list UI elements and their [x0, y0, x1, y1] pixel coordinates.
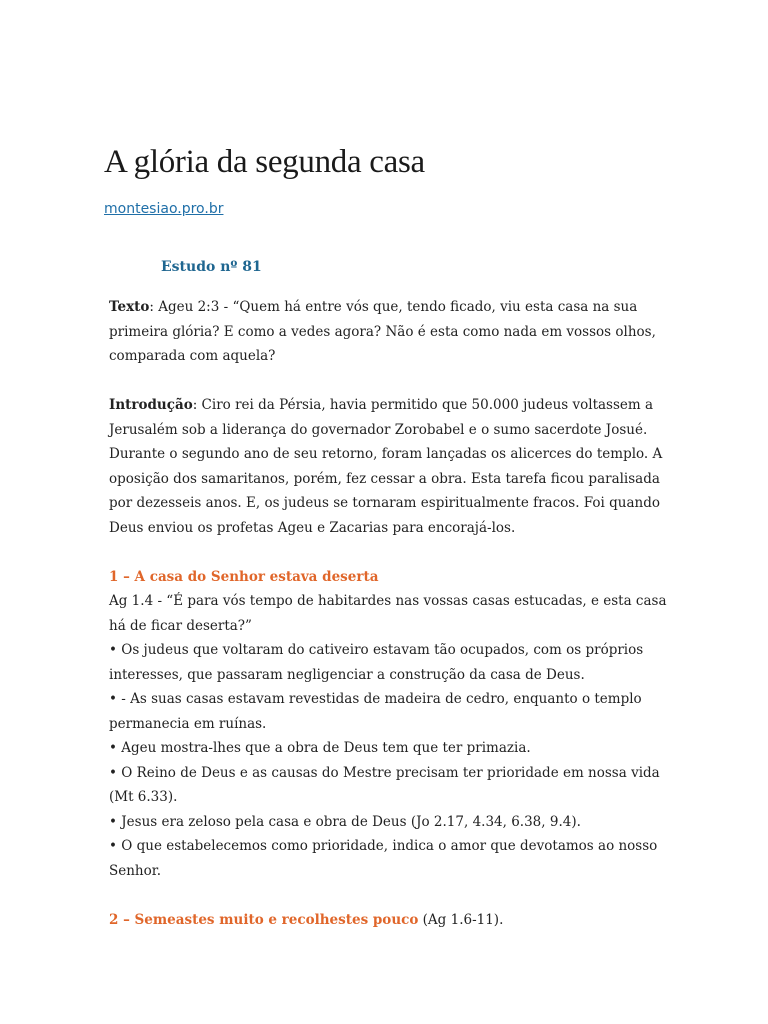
study-number: Estudo nº 81: [161, 259, 262, 275]
section-2-reference: (Ag 1.6-11).: [418, 911, 504, 928]
section-1-bullet: • Os judeus que voltaram do cativeiro estavam tão ocupados, com os próprios interesses, que passaram negligenciar a construção da casa de Deus.: [109, 642, 644, 683]
texto-label: Texto: [109, 299, 150, 315]
paragraph-spacer: [109, 369, 669, 394]
introducao-body: : Ciro rei da Pérsia, havia permitido que 50.000 judeus voltassem a Jerusalém sob a liderança do governador Zorobabel e o sumo sacerdote Josué. Durante o segundo ano de seu retorno, foram lançadas os alicerces do templo. A oposição dos samaritanos, porém, fez cessar a obra. Esta tarefa ficou paralisada por dezesseis anos. E, os judeus se tornaram espiritualmente fracos. Foi quando Deus enviou os profetas Ageu e Zacarias para encorajá-los.: [109, 397, 663, 536]
section-1-bullet: • - As suas casas estavam revestidas de madeira de cedro, enquanto o templo permanecia em ruínas.: [109, 691, 642, 732]
introducao-label: Introdução: [109, 397, 193, 413]
section-1-bullet: • O Reino de Deus e as causas do Mestre precisam ter prioridade em nossa vida (Mt 6.33).: [109, 764, 660, 805]
document-body: [109, 295, 669, 932]
section-2-paragraph: [109, 908, 669, 933]
texto-paragraph: [109, 295, 669, 369]
section-1-bullet: • O que estabelecemos como prioridade, indica o amor que devotamos ao nosso Senhor.: [109, 838, 658, 879]
paragraph-spacer: [109, 540, 669, 565]
section-1-heading: 1 – A casa do Senhor estava deserta: [109, 568, 379, 585]
section-1-bullet: • Jesus era zeloso pela casa e obra de Deus (Jo 2.17, 4.34, 6.38, 9.4).: [109, 813, 581, 830]
section-1-verse: Ag 1.4 - “É para vós tempo de habitardes nas vossas casas estucadas, e esta casa há de ficar deserta?”: [109, 593, 667, 634]
section-1-bullet: • Ageu mostra-lhes que a obra de Deus tem que ter primazia.: [109, 740, 531, 756]
page-title: A glória da segunda casa: [104, 144, 425, 180]
source-link[interactable]: montesiao.pro.br: [104, 201, 224, 217]
introducao-paragraph: [109, 393, 669, 540]
paragraph-spacer: [109, 883, 669, 908]
section-2-heading: 2 – Semeastes muito e recolhestes pouco: [109, 911, 419, 928]
texto-body: : Ageu 2:3 - “Quem há entre vós que, tendo ficado, viu esta casa na sua primeira glória? E como a vedes agora? Não é esta como nada em vossos olhos, comparada com aquela?: [109, 299, 656, 364]
